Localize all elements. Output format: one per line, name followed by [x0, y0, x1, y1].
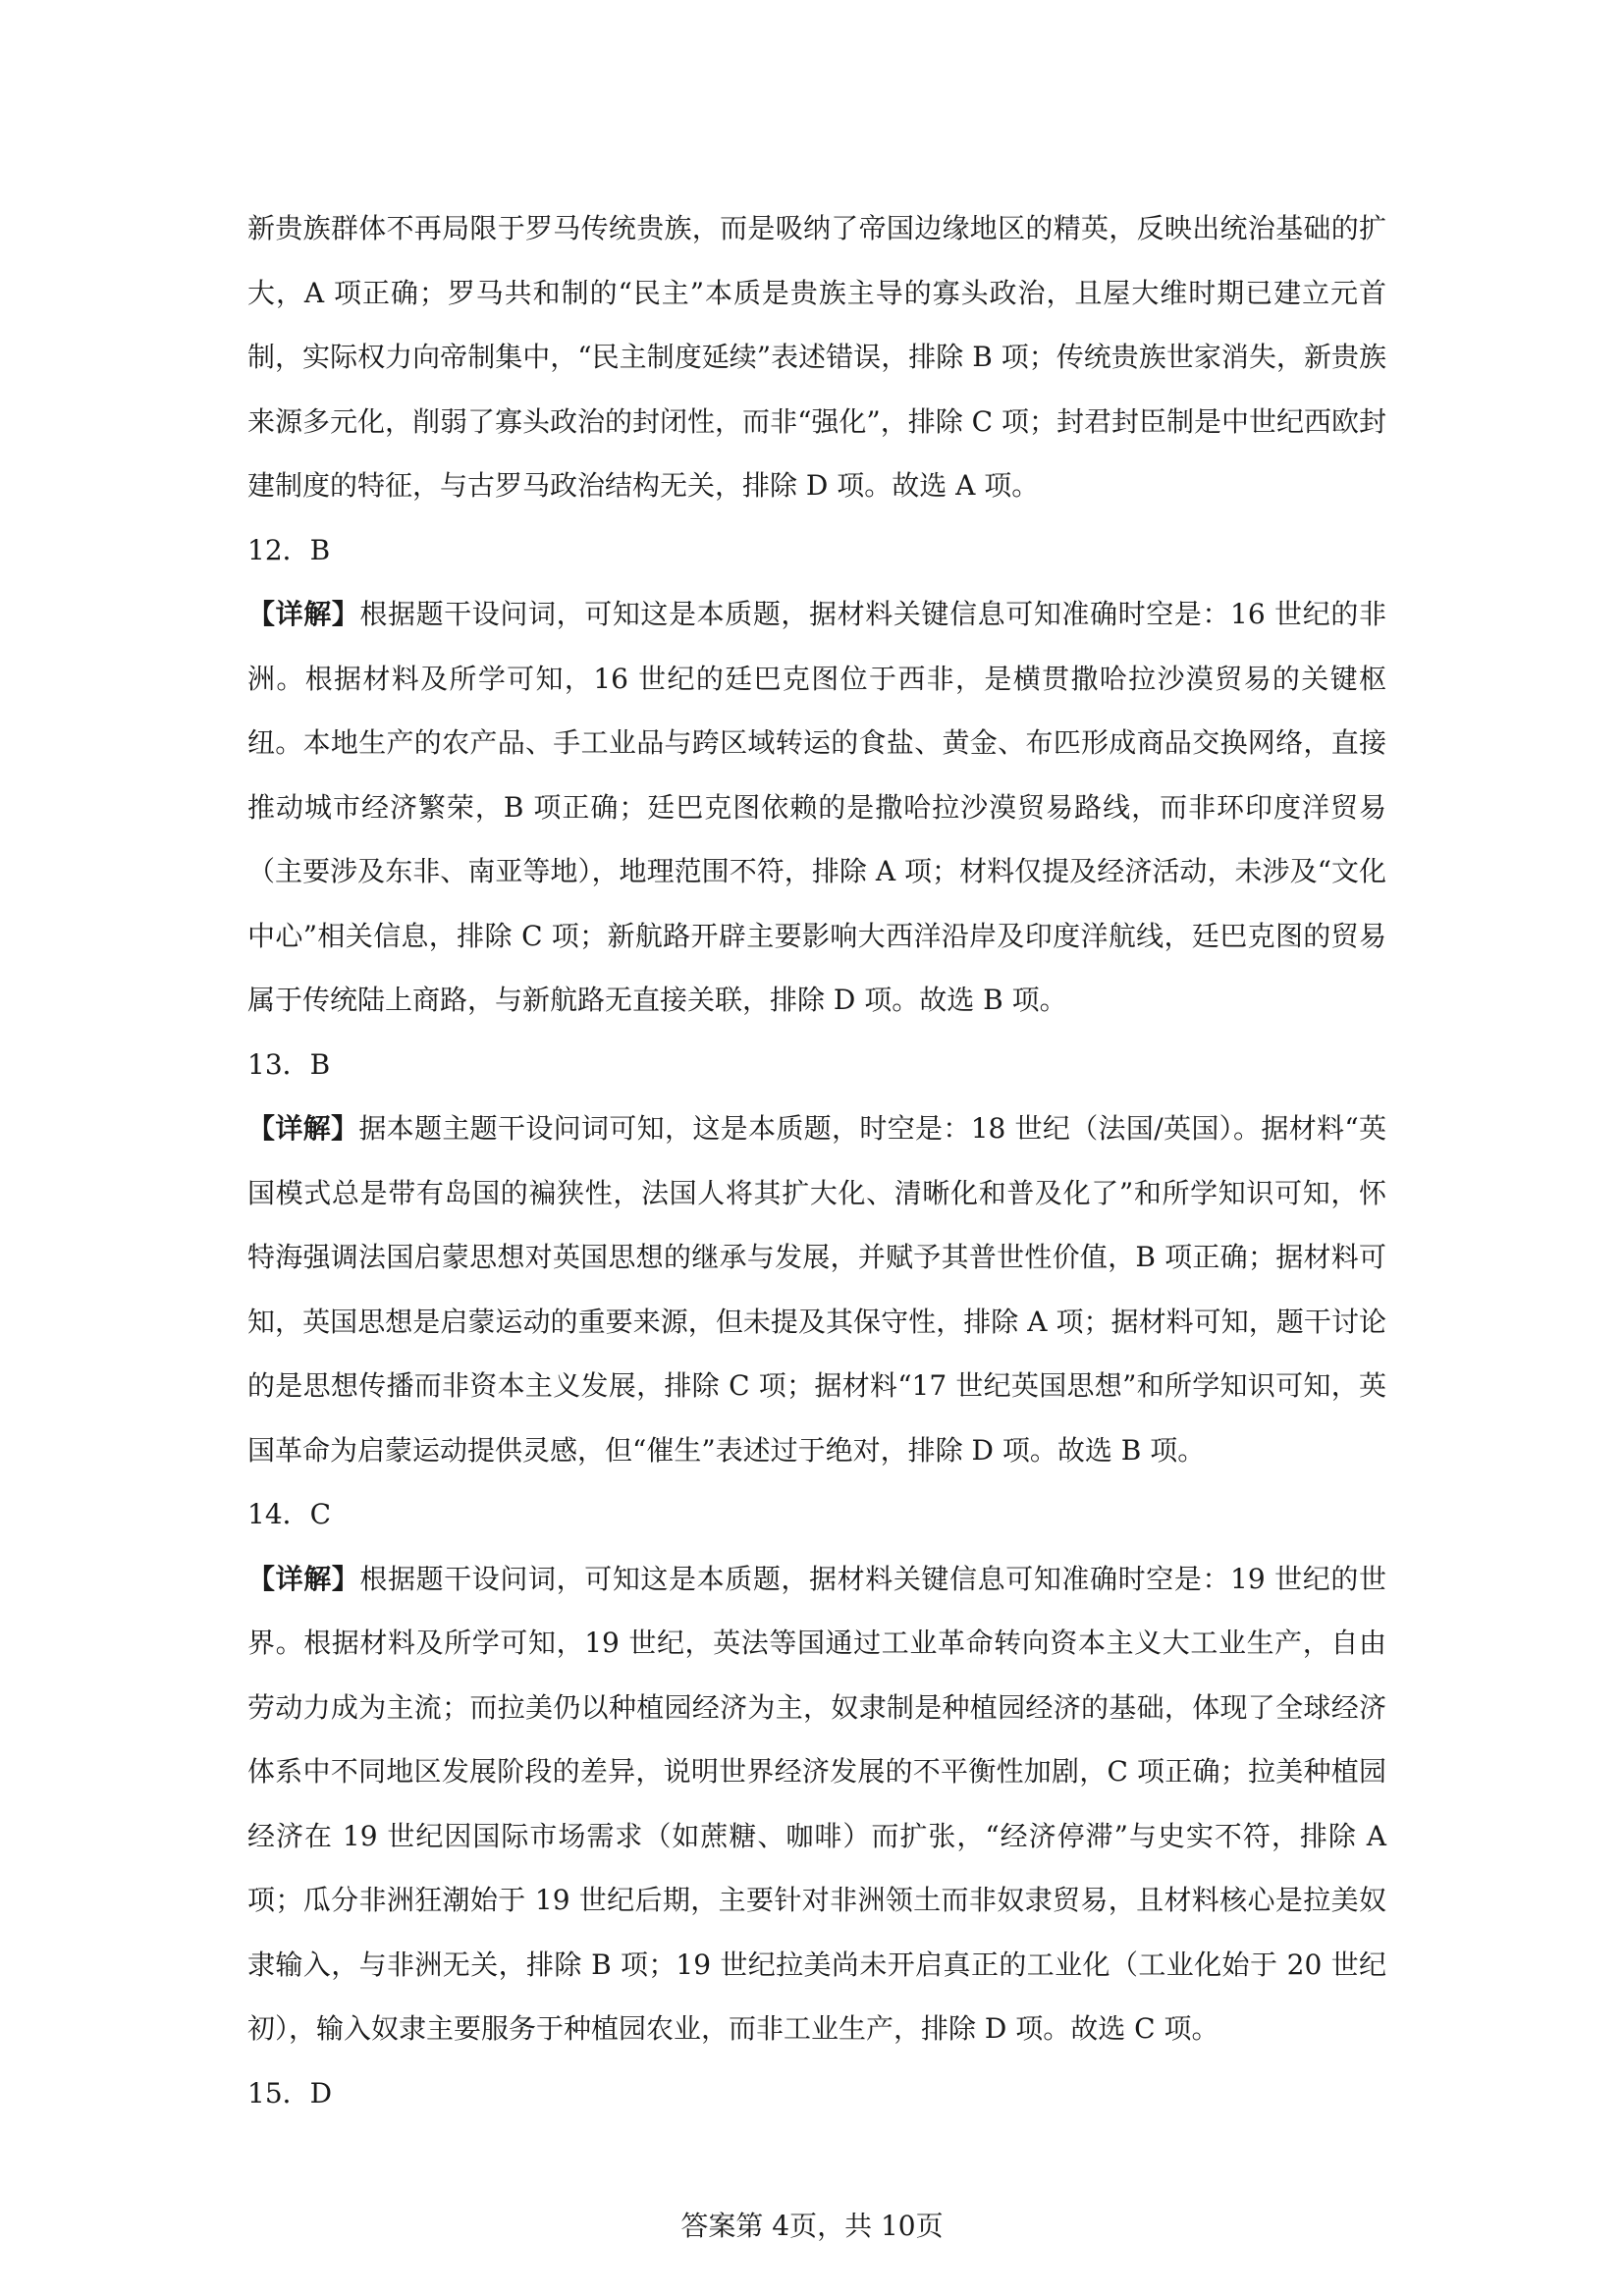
explanation-14: 【详解】根据题干设问词，可知这是本质题，据材料关键信息可知准确时空是：19 世纪的世界。根据材料及所学可知，19 世纪，英法等国通过工业革命转向资本主义大工业生产，自由劳动力成为主流；而拉美仍以种植园经济为主，奴隶制是种植园经济的基础，体现了全球经济体系中不同地区发展阶段的差异，说明世界经济发展的不平衡性加剧，C 项正确；拉美种植园经济在 19 世纪因国际市场需求（如蔗糖、咖啡）而扩张，“经济停滞”与史实不符，排除 A 项；瓜分非洲狂潮始于 19 世纪后期，主要针对非洲领土而非奴隶贸易，且材料核心是拉美奴隶输入，与非洲无关，排除 B 项；19 世纪拉美尚未开启真正的工业化（工业化始于 20 世纪初），输入奴隶主要服务于种植园农业，而非工业生产，排除 D 项。故选 C 项。 — [247, 1562, 1386, 2045]
detail-tag: 【详解】 — [247, 1562, 360, 1595]
answer-12: 12．B — [247, 533, 331, 566]
detail-tag: 【详解】 — [247, 1112, 359, 1145]
explanation-11-continued: 新贵族群体不再局限于罗马传统贵族，而是吸纳了帝国边缘地区的精英，反映出统治基础的扩大，A 项正确；罗马共和制的“民主”本质是贵族主导的寡头政治，且屋大维时期已建立元首制，实际权力向帝制集中，“民主制度延续”表述错误，排除 B 项；传统贵族世家消失，新贵族来源多元化，削弱了寡头政治的封闭性，而非“强化”，排除 C 项；封君封臣制是中世纪西欧封建制度的特征，与古罗马政治结构无关，排除 D 项。故选 A 项。 — [247, 212, 1386, 502]
explanation-12: 【详解】根据题干设问词，可知这是本质题，据材料关键信息可知准确时空是：16 世纪的非洲。根据材料及所学可知，16 世纪的廷巴克图位于西非，是横贯撒哈拉沙漠贸易的关键枢纽。本地生产的农产品、手工业品与跨区域转运的食盐、黄金、布匹形成商品交换网络，直接推动城市经济繁荣，B 项正确；廷巴克图依赖的是撒哈拉沙漠贸易路线，而非环印度洋贸易（主要涉及东非、南亚等地），地理范围不符，排除 A 项；材料仅提及经济活动，未涉及“文化中心”相关信息，排除 C 项；新航路开辟主要影响大西洋沿岸及印度洋航线，廷巴克图的贸易属于传统陆上商路，与新航路无直接关联，排除 D 项。故选 B 项。 — [247, 598, 1386, 1016]
answer-15: 15．D — [247, 2076, 333, 2109]
explanation-13: 【详解】据本题主题干设问词可知，这是本质题，时空是：18 世纪（法国/英国）。据材料“英国模式总是带有岛国的褊狭性，法国人将其扩大化、清晰化和普及化了”和所学知识可知，怀特海强调法国启蒙思想对英国思想的继承与发展，并赋予其普世性价值，B 项正确；据材料可知，英国思想是启蒙运动的重要来源，但未提及其保守性，排除 A 项；据材料可知，题干讨论的是思想传播而非资本主义发展，排除 C 项；据材料“17 世纪英国思想”和所学知识可知，英国革命为启蒙运动提供灵感，但“催生”表述过于绝对，排除 D 项。故选 B 项。 — [247, 1112, 1386, 1467]
answer-content — [247, 196, 1386, 2125]
page-footer: 答案第 4页，共 10页 — [680, 2210, 944, 2242]
answer-13: 13．B — [247, 1047, 331, 1081]
detail-tag: 【详解】 — [247, 598, 360, 630]
answer-14: 14．C — [247, 1498, 332, 1530]
